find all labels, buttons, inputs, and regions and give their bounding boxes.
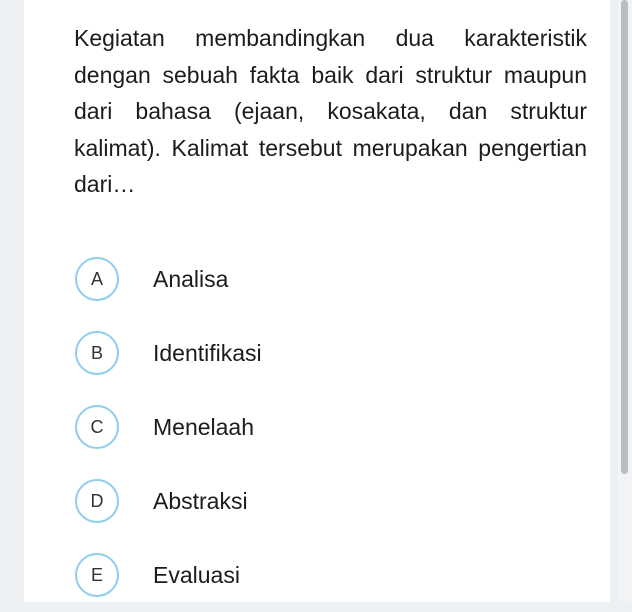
option-a[interactable] xyxy=(74,242,587,316)
scrollbar-thumb[interactable] xyxy=(621,0,628,474)
option-b[interactable] xyxy=(74,316,587,390)
option-b-letter[interactable]: B xyxy=(75,331,119,375)
question-text: Kegiatan membandingkan dua karakteristik dengan sebuah fakta baik dari struktur maupun dari bahasa (ejaan, kosakata, dan struktur kalimat). Kalimat tersebut merupakan pengertian dari… xyxy=(74,25,587,197)
option-e[interactable] xyxy=(74,538,587,612)
option-e-label: Evaluasi xyxy=(153,561,240,588)
option-c[interactable] xyxy=(74,390,587,464)
option-e-letter[interactable]: E xyxy=(75,553,119,597)
question-card xyxy=(24,0,610,602)
option-d[interactable] xyxy=(74,464,587,538)
option-b-label: Identifikasi xyxy=(153,339,262,366)
answer-options xyxy=(74,242,587,612)
option-a-letter[interactable]: A xyxy=(75,257,119,301)
option-d-label: Abstraksi xyxy=(153,487,248,514)
option-d-letter[interactable]: D xyxy=(75,479,119,523)
scrollbar[interactable] xyxy=(618,0,632,602)
option-c-letter[interactable]: C xyxy=(75,405,119,449)
option-c-label: Menelaah xyxy=(153,413,255,440)
option-a-label: Analisa xyxy=(153,265,229,292)
